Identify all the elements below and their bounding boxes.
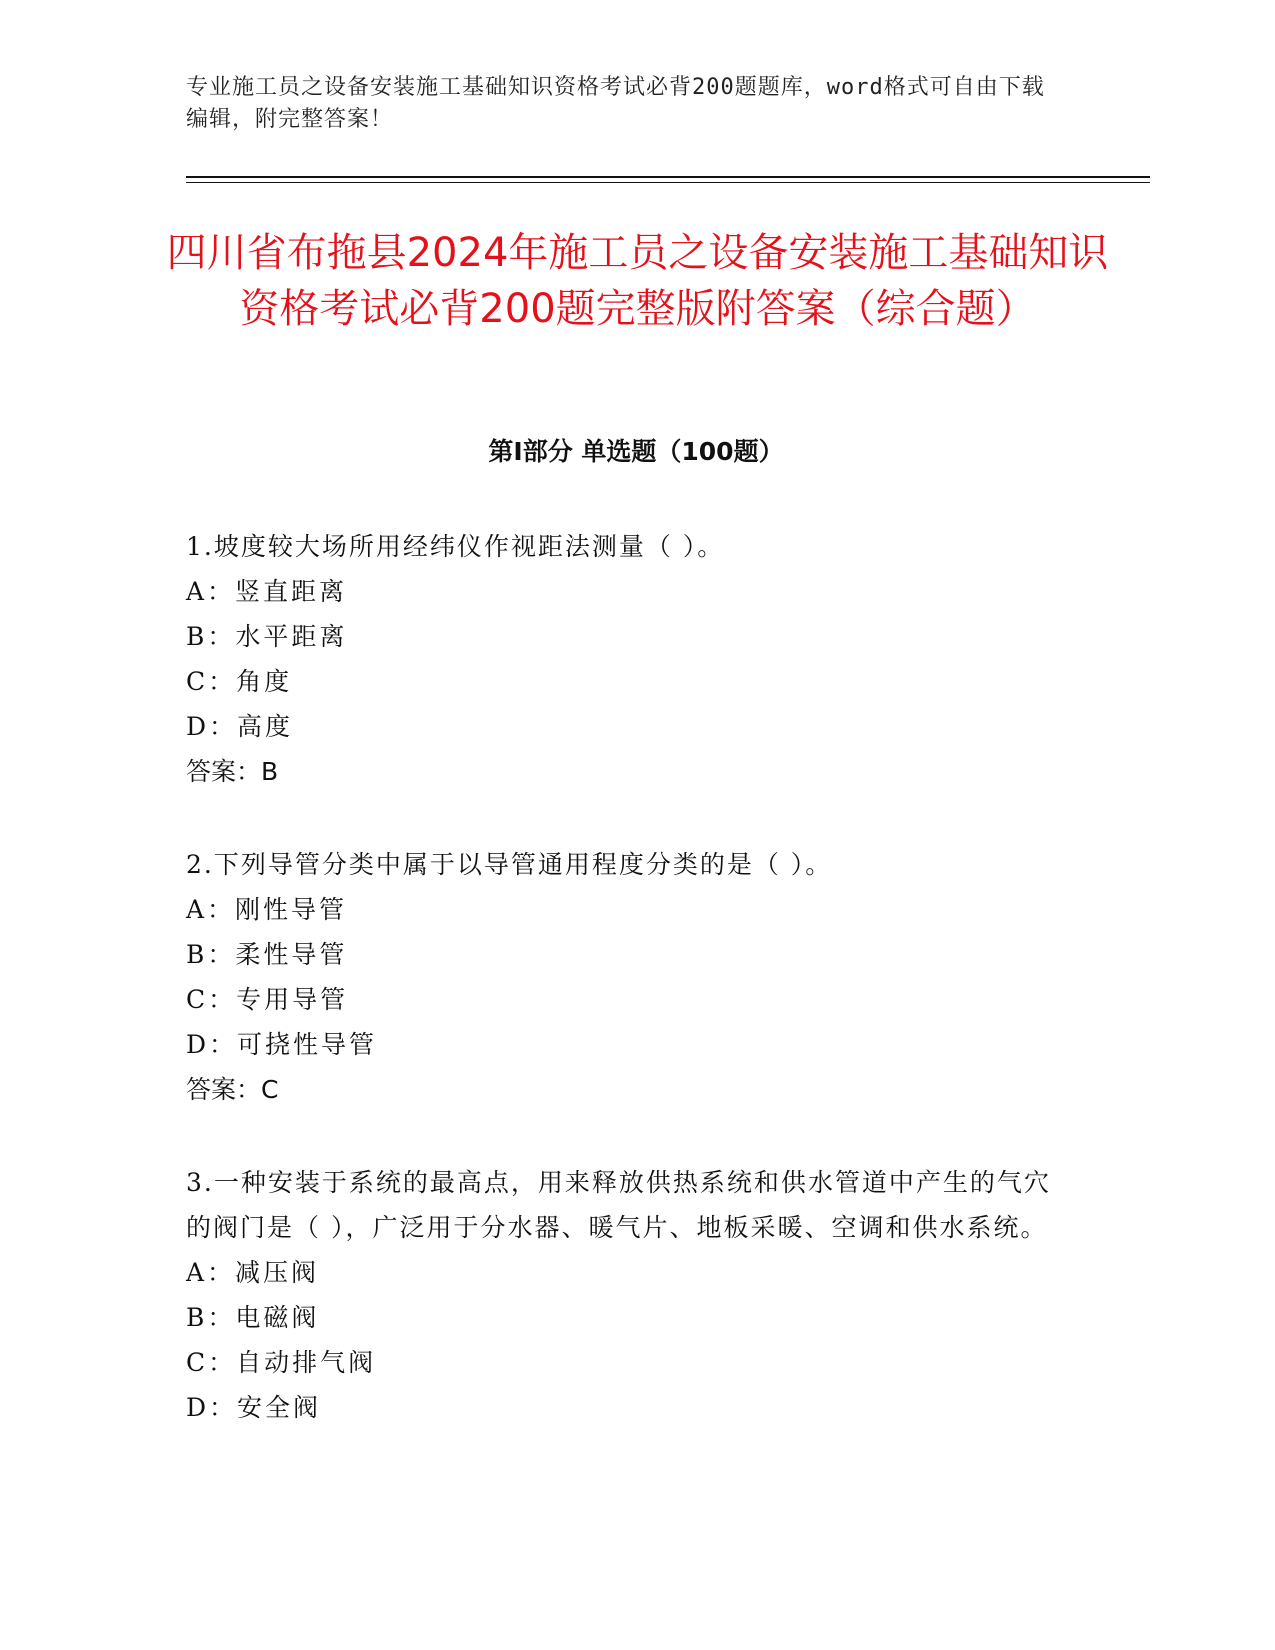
question-stem: 3.一种安装于系统的最高点，用来释放供热系统和供水管道中产生的气穴的阀门是（ ），广泛用于分水器、暖气片、地板采暖、空调和供水系统。 (186, 1168, 1051, 1242)
option-b: B：电磁阀 (186, 1303, 320, 1332)
option-a: A：减压阀 (186, 1258, 320, 1287)
question-stem: 1.坡度较大场所用经纬仪作视距法测量（ ）。 (186, 532, 725, 561)
option-d: D：高度 (186, 712, 294, 741)
header-note: 专业施工员之设备安装施工基础知识资格考试必背200题题库，word格式可自由下载编辑，附完整答案！ (186, 75, 1045, 132)
question-list (186, 524, 1066, 1478)
option-b: B：柔性导管 (186, 940, 348, 969)
answer-line: 答案：C (186, 1075, 279, 1104)
answer-line: 答案：B (186, 757, 279, 786)
question-item (186, 842, 1066, 1112)
header-divider-thick (186, 176, 1150, 178)
header-divider-thin (186, 182, 1150, 183)
question-stem: 2.下列导管分类中属于以导管通用程度分类的是（ ）。 (186, 850, 833, 879)
document-title: 四川省布拖县2024年施工员之设备安装施工基础知识资格考试必背200题完整版附答案（综合题） (166, 230, 1109, 332)
option-c: C：专用导管 (186, 985, 349, 1014)
option-d: D：可挠性导管 (186, 1030, 378, 1059)
question-item (186, 1160, 1066, 1430)
option-a: A：刚性导管 (186, 895, 348, 924)
section-title: 第Ⅰ部分 单选题（100题） (488, 437, 784, 466)
option-b: B：水平距离 (186, 622, 348, 651)
option-a: A：竖直距离 (186, 577, 348, 606)
option-c: C：自动排气阀 (186, 1348, 377, 1377)
option-c: C：角度 (186, 667, 293, 696)
option-d: D：安全阀 (186, 1393, 322, 1422)
question-item (186, 524, 1066, 794)
